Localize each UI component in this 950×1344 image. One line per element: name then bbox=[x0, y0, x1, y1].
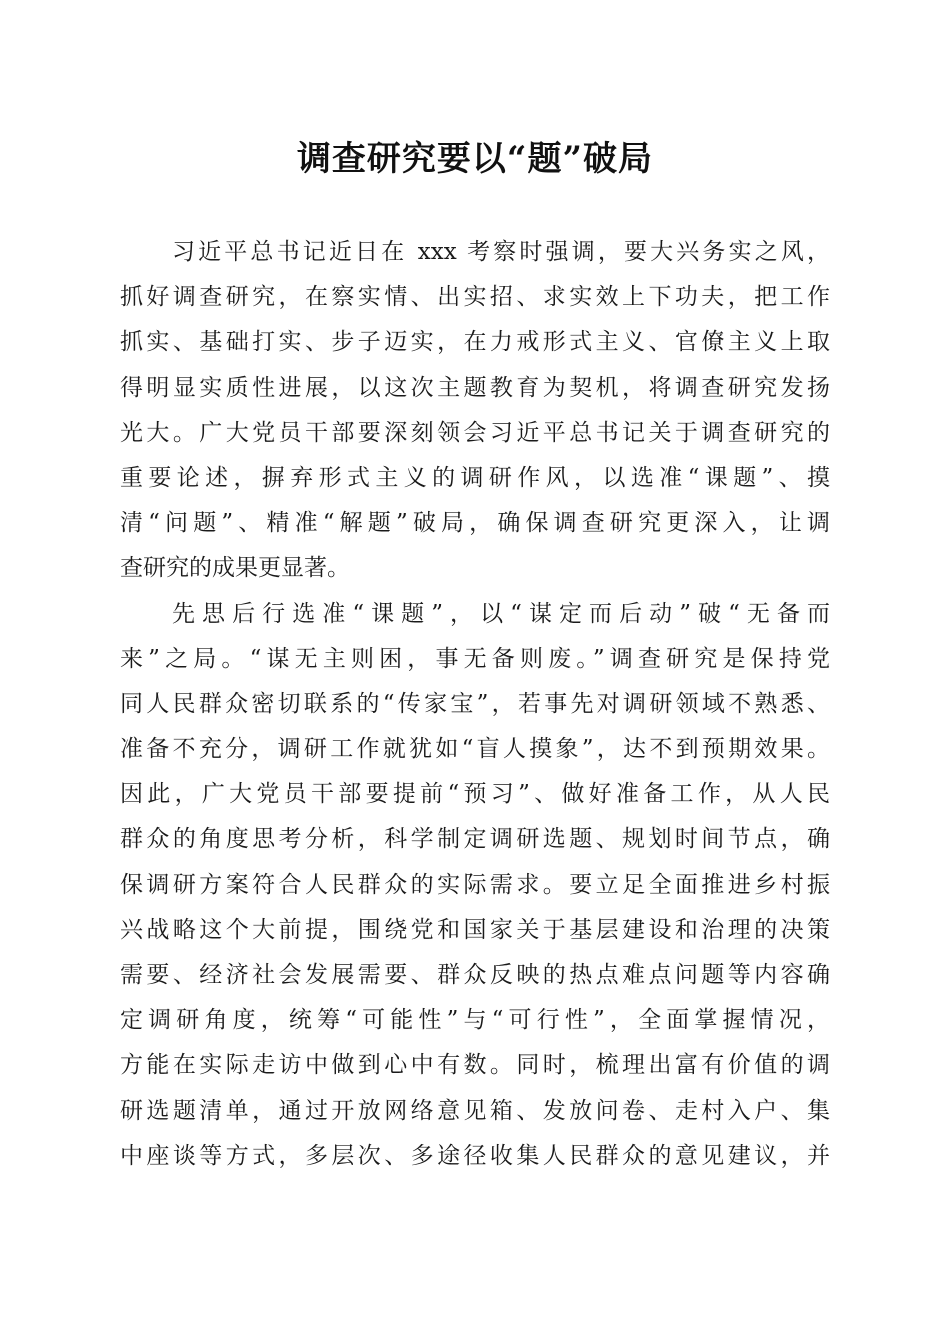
paragraph-line: 抓好调查研究，在察实情、出实招、求实效上下功夫，把工作 bbox=[120, 284, 830, 311]
paragraph-line: 先思后行选准“课题”，以“谋定而后动”破“无备而 bbox=[172, 600, 830, 627]
paragraph-line: 需要、经济社会发展需要、群众反映的热点难点问题等内容确 bbox=[120, 962, 830, 988]
paragraph-line: 中座谈等方式，多层次、多途径收集人民群众的意见建议，并 bbox=[120, 1142, 830, 1169]
paragraph-line: 方能在实际走访中做到心中有数。同时，梳理出富有价值的调 bbox=[120, 1052, 830, 1079]
document-title: 调查研究要以“题”破局 bbox=[296, 139, 654, 179]
document-body bbox=[120, 230, 830, 1179]
paragraph-line: 来”之局。“谋无主则困，事无备则废。”调查研究是保持党 bbox=[120, 645, 830, 672]
paragraph-line: 查研究的成果更显著。 bbox=[120, 555, 350, 582]
paragraph-line: 因此，广大党员干部要提前“预习”、做好准备工作，从人民 bbox=[120, 781, 830, 808]
paragraph-line: 定调研角度，统筹“可能性”与“可行性”，全面掌握情况， bbox=[120, 1007, 830, 1034]
paragraph-line: 重要论述，摒弃形式主义的调研作风，以选准“课题”、摸 bbox=[120, 464, 830, 491]
paragraph-line: 得明显实质性进展，以这次主题教育为契机，将调查研究发扬 bbox=[120, 374, 830, 401]
paragraph-line: 同人民群众密切联系的“传家宝”，若事先对调研领域不熟悉、 bbox=[120, 690, 830, 717]
paragraph-line: 研选题清单，通过开放网络意见箱、发放问卷、走村入户、集 bbox=[120, 1097, 830, 1124]
paragraph-line: 兴战略这个大前提，围绕党和国家关于基层建设和治理的决策 bbox=[120, 916, 830, 943]
paragraph-line: 保调研方案符合人民群众的实际需求。要立足全面推进乡村振 bbox=[120, 871, 830, 898]
paragraph-line: 准备不充分，调研工作就犹如“盲人摸象”，达不到预期效果。 bbox=[120, 736, 830, 763]
paragraph-line: 习近平总书记近日在 xxx 考察时强调，要大兴务实之风， bbox=[172, 239, 830, 265]
paragraph-line: 抓实、基础打实、步子迈实，在力戒形式主义、官僚主义上取 bbox=[120, 329, 830, 356]
paragraph-line: 光大。广大党员干部要深刻领会习近平总书记关于调查研究的 bbox=[120, 419, 830, 446]
paragraph-line: 群众的角度思考分析，科学制定调研选题、规划时间节点，确 bbox=[120, 826, 830, 853]
paragraph-line: 清“问题”、精准“解题”破局，确保调查研究更深入，让调 bbox=[120, 510, 830, 537]
